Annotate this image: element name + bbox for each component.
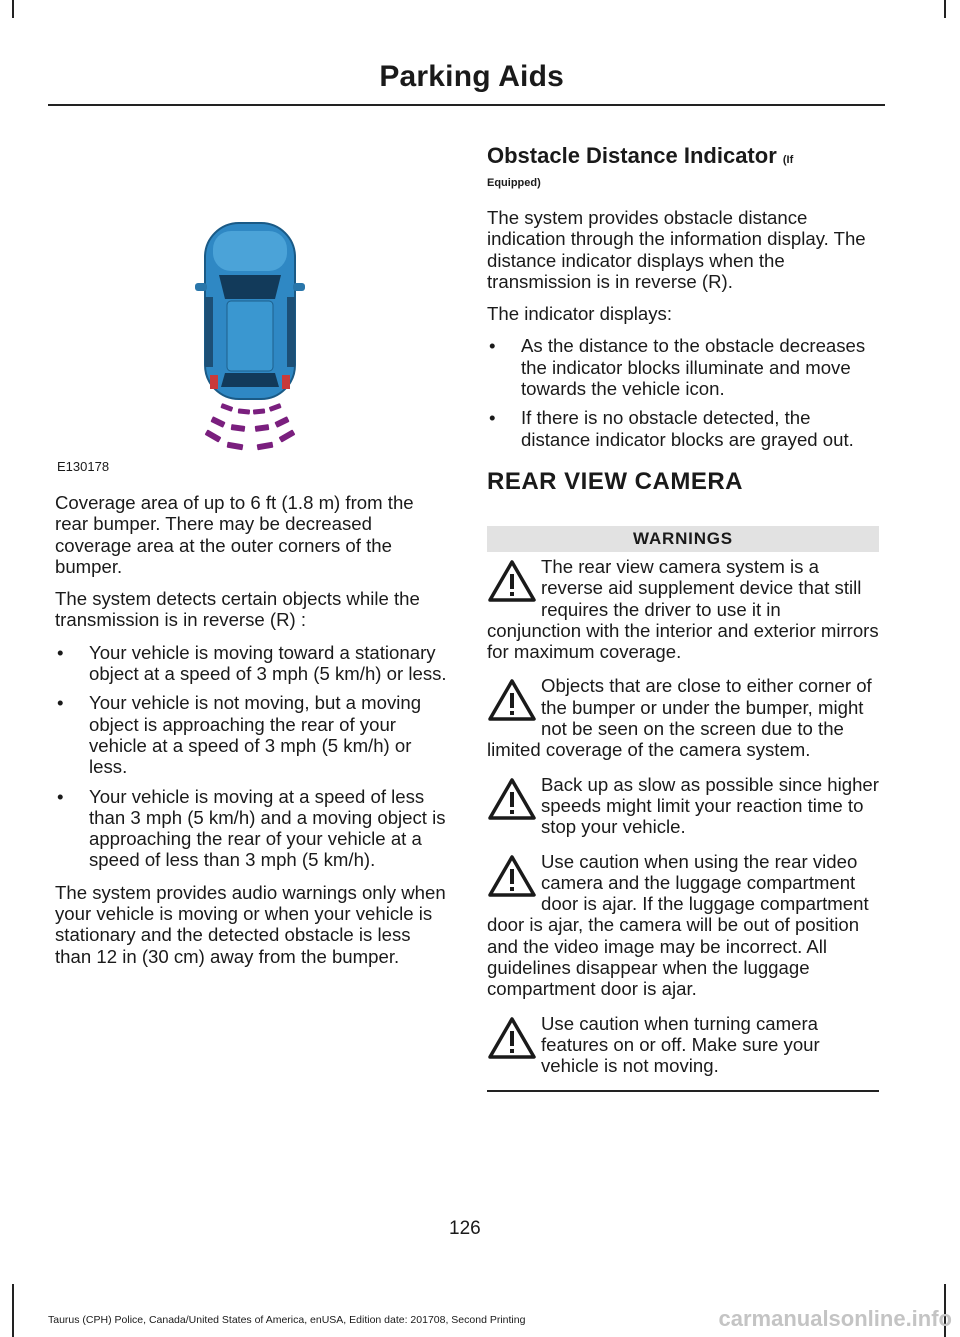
list-item xyxy=(55,642,447,685)
odi-heading-suffix-line2: Equipped) xyxy=(487,177,541,189)
list-item-text: Your vehicle is moving at a speed of less than 3 mph (5 km/h) and a moving object is approaching the rear of your vehicle at a speed of less than 3 mph (5 km/h). xyxy=(89,785,446,871)
warning-triangle-icon xyxy=(487,677,537,723)
odi-heading xyxy=(487,143,879,173)
edition-footer: Taurus (CPH) Police, Canada/United States of America, enUSA, Edition date: 201708, Second Printing xyxy=(48,1314,526,1326)
warnings-banner: WARNINGS xyxy=(487,526,879,552)
car-top-view-illustration xyxy=(55,215,447,480)
warning-triangle-icon xyxy=(487,1015,537,1061)
sensor-arc-segment xyxy=(205,429,222,442)
odi-list xyxy=(487,335,879,449)
crop-mark-top-left xyxy=(12,0,14,18)
warning-triangle-icon xyxy=(487,853,537,899)
sensor-arc-segment xyxy=(257,442,274,451)
watermark: carmanualsonline.info xyxy=(718,1306,952,1331)
bullet-mark: • xyxy=(489,335,496,357)
car-side-right xyxy=(287,297,295,367)
sensor-arc-segment xyxy=(220,403,233,412)
list-item-text: As the distance to the obstacle decreases the indicator blocks illuminate and move towards the vehicle icon. xyxy=(521,335,866,400)
sensor-arc-segment xyxy=(279,429,296,442)
list-item xyxy=(487,335,879,399)
warning-item xyxy=(487,556,879,662)
warning-text: Use caution when turning camera features on or off. Make sure your vehicle is not moving. xyxy=(541,1012,820,1077)
warning-text: Objects that are close to either corner of the bumper or under the bumper, might not be seen on the screen due to the limited coverage of the camera system. xyxy=(487,675,872,761)
warning-triangle-icon xyxy=(487,776,537,822)
sensor-arcs xyxy=(205,403,296,450)
crop-mark-bottom-left xyxy=(12,1284,14,1337)
mirror-right xyxy=(293,283,305,291)
car-rear-window xyxy=(221,373,279,387)
header-divider xyxy=(48,104,885,106)
warning-item xyxy=(487,774,879,838)
coverage-paragraph: Coverage area of up to 6 ft (1.8 m) from the rear bumper. There may be decreased coverage area at the outer corners of the bumper. xyxy=(55,492,414,577)
detection-list xyxy=(55,642,447,871)
bullet-mark: • xyxy=(57,692,64,714)
sensor-arc-segment xyxy=(238,408,250,414)
warning-text: Back up as slow as possible since higher speeds might limit your reaction time to stop your vehicle. xyxy=(541,773,879,838)
sensor-arc-segment xyxy=(274,416,289,428)
list-item xyxy=(55,786,447,871)
warning-triangle-icon xyxy=(487,558,537,604)
sensor-arc-segment xyxy=(227,442,244,451)
left-column xyxy=(55,215,447,978)
warning-text: Use caution when using the rear video camera and the luggage compartment door is ajar. If the luggage compartment door is ajar, the camera will be out of position and the video image may be incorrect. All guidelines disappear when the luggage compartment door is ajar. xyxy=(487,850,869,1000)
warning-text: The rear view camera system is a reverse aid supplement device that still requires the driver to use it in conjunction with the interior and exterior mirrors for maximum coverage. xyxy=(487,555,879,663)
bullet-mark: • xyxy=(489,407,496,429)
sensor-arc-segment xyxy=(210,416,225,428)
odi-heading-text: Obstacle Distance Indicator xyxy=(487,143,777,168)
bullet-mark: • xyxy=(57,641,64,663)
figure-id: E130178 xyxy=(57,459,110,474)
bullet-mark: • xyxy=(57,785,64,807)
crop-mark-top-right xyxy=(944,0,946,18)
mirror-left xyxy=(195,283,207,291)
car-side-left xyxy=(205,297,213,367)
sensor-arc-segment xyxy=(269,403,282,412)
parking-sensor-figure xyxy=(55,215,447,480)
car-windshield xyxy=(219,275,281,299)
audio-warning-paragraph: The system provides audio warnings only when your vehicle is moving or when your vehicle is stationary and the detected obstacle is less than 12 in (30 cm) away from the bumper. xyxy=(55,881,446,967)
car-hood xyxy=(213,231,287,271)
sensor-arc-segment xyxy=(253,408,265,414)
list-item-text: If there is no obstacle detected, the distance indicator blocks are grayed out. xyxy=(521,407,854,450)
list-item xyxy=(55,692,447,777)
warning-item xyxy=(487,675,879,760)
list-item-text: Your vehicle is moving toward a stationary object at a speed of 3 mph (5 km/h) or less. xyxy=(89,641,447,685)
warning-item xyxy=(487,851,879,1000)
detection-paragraph: The system detects certain objects while the transmission is in reverse (R) : xyxy=(55,588,420,631)
right-column xyxy=(487,143,879,1092)
odi-heading-suffix: (If xyxy=(782,154,794,166)
warnings-end-rule xyxy=(487,1090,879,1092)
odi-displays-paragraph: The indicator displays: xyxy=(487,303,672,325)
sensor-arc-segment xyxy=(255,424,270,432)
page-number: 126 xyxy=(449,1218,481,1239)
odi-paragraph: The system provides obstacle distance indication through the information display. The distance indicator displays when the transmission is in reverse (R). xyxy=(487,207,866,292)
list-item xyxy=(487,407,879,450)
warning-item xyxy=(487,1013,879,1077)
page-title: Parking Aids xyxy=(379,60,564,93)
sensor-arc-segment xyxy=(231,424,246,432)
rear-view-camera-heading: REAR VIEW CAMERA xyxy=(487,467,744,495)
tail-light-right xyxy=(282,375,290,389)
tail-light-left xyxy=(210,375,218,389)
car-roof xyxy=(227,301,273,371)
list-item-text: Your vehicle is not moving, but a moving object is approaching the rear of your vehicle at a speed of 3 mph (5 km/h) or less. xyxy=(89,692,422,778)
